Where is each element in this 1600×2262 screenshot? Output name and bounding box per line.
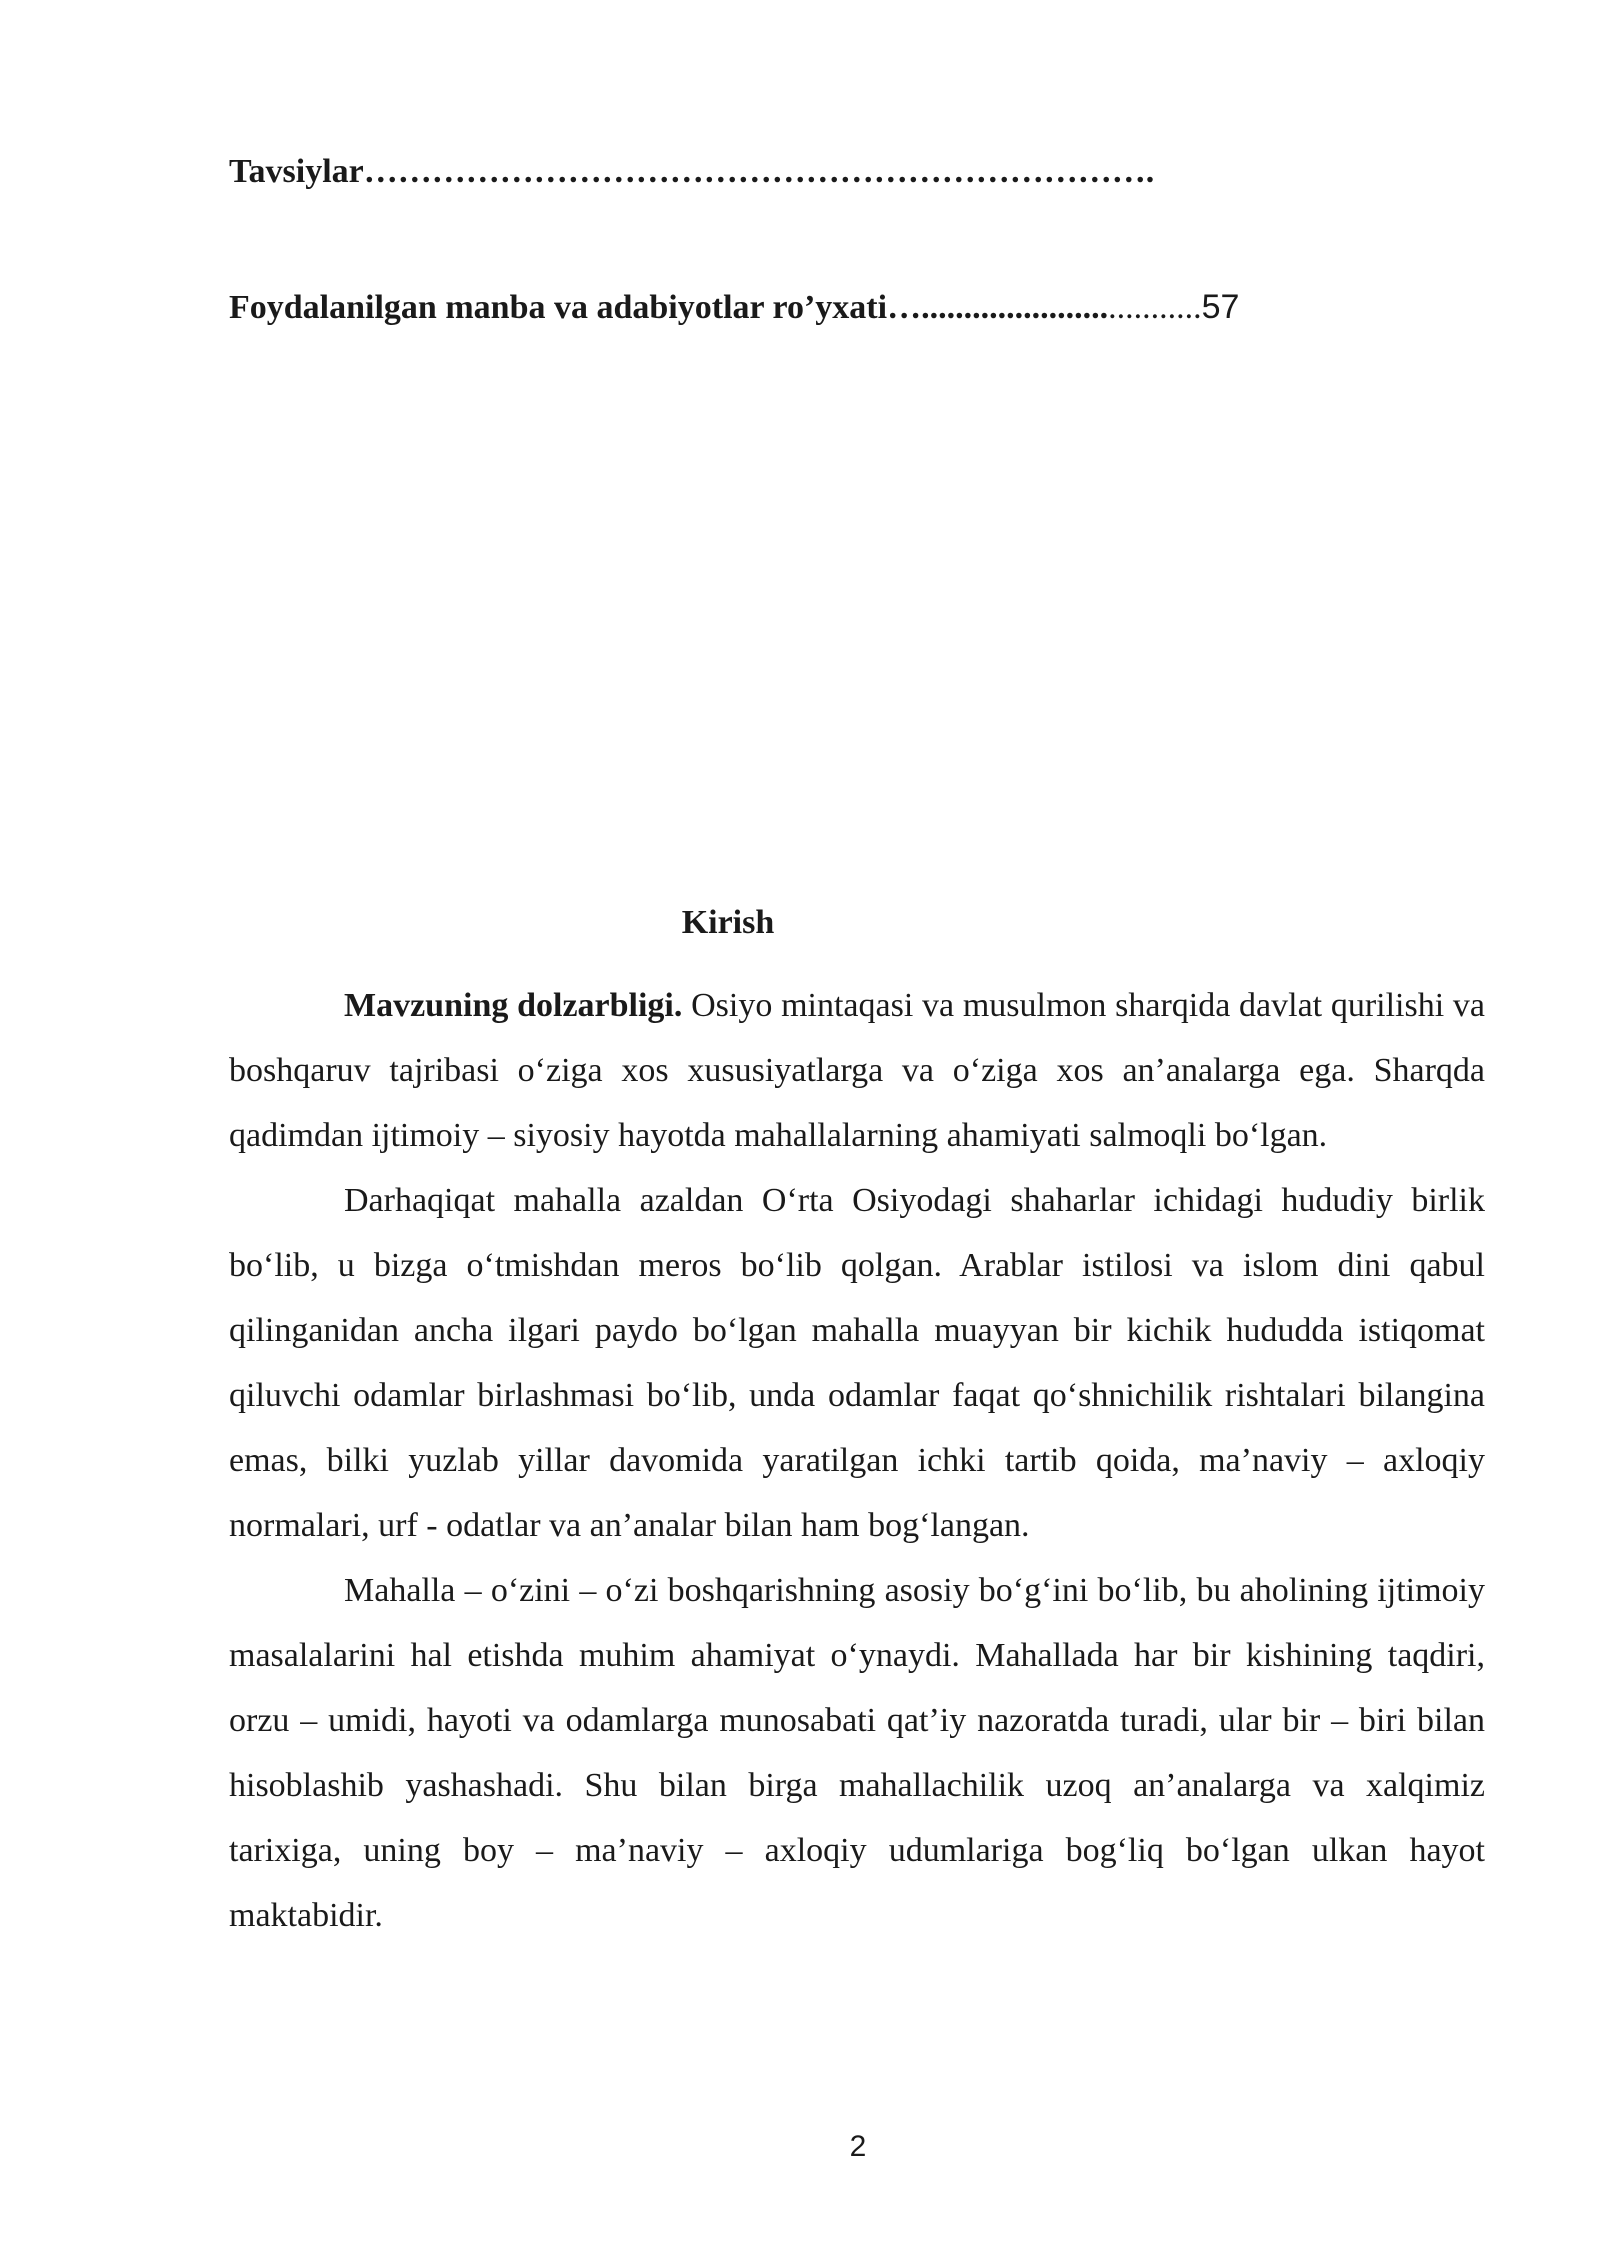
toc-entry-tavsiylar[interactable] [229, 153, 1154, 191]
paragraph-lead: Mavzuning dolzarbligi. [344, 987, 683, 1024]
paragraph-text: Darhaqiqat mahalla azaldan O‘rta Osiyodagi shaharlar ichidagi hududiy birlik bo‘lib, u bizga o‘tmishdan meros bo‘lib qolgan. Arablar istilosi va islom dini qabul qilinganidan ancha ilgari paydo bo‘lgan mahalla muayyan bir kichik hududda istiqomat qiluvchi odamlar birlashmasi bo‘lib, unda odamlar faqat qo‘shnichilik rishtalari bilangina emas, bilki yuzlab yillar davomida yaratilgan ichki tartib qoida, ma’naviy – axloqiy normalari, urf - odatlar va an’analar bilan ham bog‘langan. [229, 1182, 1485, 1544]
section-body [229, 973, 1485, 1948]
toc-entry-leader: ……………………………………………………………. [363, 153, 1155, 190]
toc-entry-title: Tavsiylar [229, 153, 364, 190]
toc-entry-leader: …...................... [887, 289, 1109, 326]
paragraph [229, 1168, 1485, 1558]
toc-entry-references[interactable] [229, 288, 1239, 327]
paragraph [229, 1558, 1485, 1948]
paragraph-text: Mahalla – o‘zini – o‘zi boshqarishning asosiy bo‘g‘ini bo‘lib, bu aholining ijtimoiy masalalarini hal etishda muhim ahamiyat o‘ynaydi. Mahallada har bir kishining taqdiri, orzu – umidi, hayoti va odamlarga munosabati qat’iy nazoratda turadi, ular bir – biri bilan hisoblashib yashashadi. Shu bilan birga mahallachilik uzoq an’analarga va xalqimiz tarixiga, uning boy – ma’naviy – axloqiy udumlariga bog‘liq bo‘lgan ulkan hayot maktabidir. [229, 1572, 1485, 1934]
section-heading: Kirish [681, 904, 775, 941]
paragraph-relevance [229, 973, 1485, 1168]
paragraph-text: Osiyo mintaqasi va musulmon sharqida davlat qurilishi va boshqaruv tajribasi o‘ziga xos xususiyatlarga va o‘ziga xos an’analarga ega. Sharqda qadimdan ijtimoiy – siyosiy hayotda mahallalarning ahamiyati salmoqli bo‘lgan. [229, 987, 1485, 1154]
page-number: 2 [849, 2130, 867, 2163]
toc-entry-leader-light: ........... [1108, 289, 1202, 326]
toc-entry-page-number: 57 [1201, 288, 1240, 326]
toc-entry-title: Foydalanilgan manba va adabiyotlar ro’yxati [229, 289, 888, 326]
